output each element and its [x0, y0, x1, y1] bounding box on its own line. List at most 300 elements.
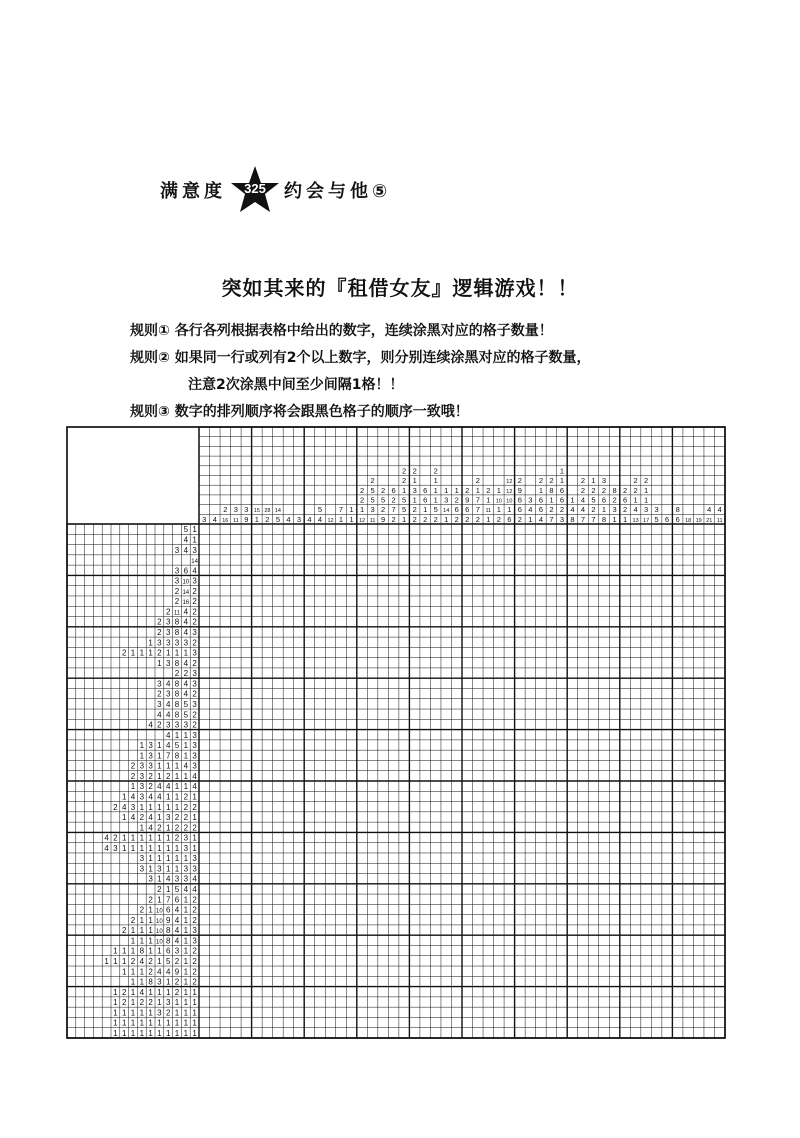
row-clue: 3 [183, 843, 189, 853]
row-clue: 1 [130, 782, 136, 792]
row-clue: 1 [148, 833, 153, 843]
row-clue: 1 [113, 956, 118, 966]
column-clue: 10 [506, 498, 513, 505]
row-clue: 1 [174, 864, 180, 874]
row-clue: 3 [148, 874, 153, 884]
row-clue: 4 [104, 843, 109, 853]
column-clue: 11 [232, 517, 239, 524]
row-clue: 3 [192, 648, 197, 658]
row-clue: 1 [148, 946, 153, 956]
column-clue: 12 [506, 479, 513, 486]
row-clue: 1 [139, 1008, 145, 1018]
row-clue: 1 [148, 638, 153, 648]
column-clue: 16 [222, 517, 229, 524]
row-clue: 3 [192, 699, 197, 709]
row-clue: 8 [174, 710, 180, 720]
row-clue: 2 [192, 977, 197, 987]
row-clue: 2 [148, 998, 153, 1008]
row-clue: 3 [148, 761, 153, 771]
row-clue: 1 [113, 987, 118, 997]
column-clue: 7 [591, 514, 596, 524]
column-clue: 6 [507, 514, 512, 524]
column-clue: 17 [643, 517, 650, 524]
row-clue: 1 [183, 895, 189, 905]
row-clue: 1 [148, 905, 153, 915]
row-clue: 2 [121, 926, 127, 936]
column-clue: 14 [274, 508, 281, 515]
row-clue: 1 [148, 1018, 153, 1028]
row-clue: 1 [157, 658, 162, 668]
row-clue: 4 [165, 710, 171, 720]
row-clue: 4 [148, 792, 153, 802]
row-clue: 1 [139, 915, 145, 925]
column-clue: 1 [549, 495, 554, 505]
row-clue: 8 [148, 977, 153, 987]
row-clue: 3 [174, 545, 180, 555]
puzzle-headline: 突如其来的『租借女友』逻辑游戏！！ [221, 276, 579, 300]
column-clue: 2 [591, 485, 596, 495]
column-clue: 2 [223, 505, 228, 515]
column-clue: 2 [517, 514, 522, 524]
row-clue: 1 [157, 998, 162, 1008]
row-clue: 3 [192, 936, 197, 946]
column-clue: 3 [412, 485, 417, 495]
row-clue: 3 [157, 638, 162, 648]
row-clue: 4 [130, 813, 136, 823]
row-clue: 1 [121, 843, 127, 853]
row-clue: 3 [183, 864, 189, 874]
column-clue: 2 [359, 495, 365, 505]
row-clue: 4 [183, 545, 189, 555]
row-clue: 2 [192, 802, 197, 812]
column-clue: 5 [591, 495, 596, 505]
column-clue: 3 [612, 505, 617, 515]
row-clue: 1 [121, 813, 127, 823]
row-clue: 4 [174, 926, 180, 936]
row-clue: 3 [174, 566, 180, 576]
row-clue: 8 [165, 926, 171, 936]
row-clue: 1 [183, 915, 189, 925]
column-clue: 2 [538, 476, 543, 486]
column-clue: 4 [307, 514, 312, 524]
row-clue: 1 [121, 956, 127, 966]
row-clue: 3 [130, 802, 136, 812]
row-clue: 8 [174, 751, 180, 761]
column-clue: 1 [486, 514, 491, 524]
row-clue: 1 [157, 751, 162, 761]
row-clue: 1 [165, 648, 171, 658]
row-clue: 3 [192, 669, 197, 679]
column-clue: 5 [370, 495, 375, 505]
column-clue: 1 [612, 514, 617, 524]
column-clue: 1 [591, 476, 596, 486]
column-clue: 6 [622, 495, 628, 505]
column-clue: 1 [528, 514, 533, 524]
row-clue: 1 [192, 998, 197, 1008]
row-clue: 1 [192, 792, 197, 802]
row-clue: 2 [192, 895, 197, 905]
column-clue: 1 [444, 514, 449, 524]
row-clue: 2 [174, 977, 180, 987]
row-clue: 5 [183, 699, 189, 709]
row-clue: 1 [165, 1028, 171, 1038]
row-clue: 2 [183, 669, 189, 679]
row-clue: 1 [183, 771, 189, 781]
row-clue: 4 [157, 782, 162, 792]
row-clue: 1 [174, 843, 180, 853]
row-clue: 1 [157, 956, 162, 966]
column-clue: 8 [570, 514, 575, 524]
row-clue: 1 [183, 977, 189, 987]
column-clue: 2 [486, 485, 491, 495]
column-clue: 2 [454, 495, 459, 505]
row-clue: 3 [183, 874, 189, 884]
row-clue: 1 [139, 802, 145, 812]
row-clue: 1 [157, 1018, 162, 1028]
row-clue: 1 [174, 730, 180, 740]
row-clue: 2 [174, 813, 180, 823]
column-clue: 6 [559, 485, 565, 495]
row-clue: 3 [192, 926, 197, 936]
row-clue: 5 [174, 885, 180, 895]
row-clue: 1 [183, 946, 189, 956]
row-clue: 1 [174, 1018, 180, 1028]
row-clue: 1 [192, 813, 197, 823]
row-clue: 2 [183, 813, 189, 823]
column-clue: 8 [601, 514, 607, 524]
row-clue: 1 [148, 987, 153, 997]
column-clue: 2 [433, 466, 438, 476]
row-clue: 2 [148, 771, 153, 781]
row-clue: 2 [192, 823, 197, 833]
column-clue: 1 [633, 495, 638, 505]
row-clue: 1 [192, 525, 197, 535]
column-clue: 1 [644, 485, 649, 495]
row-clue: 1 [165, 792, 171, 802]
column-clue: 8 [549, 485, 554, 495]
row-clue: 3 [192, 576, 197, 586]
row-clue: 1 [104, 956, 109, 966]
row-clue: 4 [165, 967, 171, 977]
row-clue: 4 [139, 956, 145, 966]
row-clue: 8 [174, 617, 180, 627]
row-clue: 5 [174, 741, 180, 751]
row-clue: 4 [183, 607, 189, 617]
row-clue: 5 [165, 956, 171, 966]
row-clue: 2 [192, 946, 197, 956]
column-clue: 11 [369, 517, 376, 524]
column-clue: 1 [559, 466, 565, 476]
row-clue: 2 [174, 956, 180, 966]
row-clue: 1 [130, 998, 136, 1008]
row-clue: 2 [192, 689, 197, 699]
row-clue: 1 [192, 1018, 197, 1028]
column-clue: 9 [381, 514, 386, 524]
row-clue: 3 [139, 761, 145, 771]
row-clue: 2 [130, 771, 136, 781]
rule-3: 规则③ 数字的排列顺序将会跟黑色格子的顺序一致哦！ [130, 404, 469, 420]
row-clue: 1 [183, 967, 189, 977]
column-clue: 2 [644, 476, 649, 486]
row-clue: 1 [165, 977, 171, 987]
row-clue: 1 [139, 741, 145, 751]
row-clue: 3 [148, 741, 153, 751]
row-clue: 1 [148, 1008, 153, 1018]
column-clue: 2 [591, 505, 596, 515]
column-clue: 9 [244, 514, 249, 524]
row-clue: 4 [165, 679, 171, 689]
column-clue: 4 [717, 505, 722, 515]
column-clue: 1 [507, 505, 512, 515]
column-clue: 2 [475, 476, 480, 486]
row-clue: 8 [174, 679, 180, 689]
column-clue: 6 [391, 485, 396, 495]
column-clue: 1 [359, 505, 365, 515]
column-clue: 6 [538, 505, 543, 515]
row-clue: 2 [174, 586, 180, 596]
row-clue: 2 [157, 628, 162, 638]
row-clue: 3 [192, 741, 197, 751]
column-clue: 6 [601, 495, 607, 505]
row-clue: 2 [174, 597, 180, 607]
row-clue: 2 [148, 782, 153, 792]
row-clue: 1 [192, 535, 197, 545]
row-clue: 4 [165, 730, 171, 740]
row-clue: 3 [192, 751, 197, 761]
column-clue: 4 [633, 505, 638, 515]
row-clue: 1 [113, 946, 118, 956]
row-clue: 3 [192, 730, 197, 740]
row-clue: 14 [191, 559, 198, 566]
row-clue: 1 [165, 802, 171, 812]
row-clue: 7 [165, 895, 171, 905]
row-clue: 4 [174, 905, 180, 915]
column-clue: 2 [465, 485, 470, 495]
row-clue: 2 [139, 905, 145, 915]
column-clue: 1 [423, 505, 428, 515]
row-clue: 1 [165, 854, 171, 864]
row-clue: 1 [157, 874, 162, 884]
row-clue: 1 [165, 987, 171, 997]
row-clue: 3 [148, 751, 153, 761]
row-clue: 2 [121, 998, 127, 1008]
row-clue: 1 [157, 987, 162, 997]
row-clue: 3 [139, 782, 145, 792]
column-clue: 8 [675, 505, 680, 515]
row-clue: 1 [192, 987, 197, 997]
column-clue: 4 [570, 505, 575, 515]
row-clue: 2 [130, 761, 136, 771]
star-number: 325 [244, 181, 266, 196]
row-clue: 10 [156, 918, 163, 925]
rule-2: 规则② 如果同一行或列有2个以上数字，则分别连续涂黑对应的格子数量， [130, 350, 591, 366]
column-clue: 1 [402, 485, 407, 495]
row-clue: 2 [174, 823, 180, 833]
row-clue: 2 [192, 638, 197, 648]
row-clue: 1 [174, 792, 180, 802]
row-clue: 3 [174, 576, 180, 586]
row-clue: 10 [182, 579, 190, 586]
row-clue: 3 [165, 628, 171, 638]
row-clue: 4 [157, 792, 162, 802]
column-clue: 6 [465, 505, 470, 515]
column-clue: 19 [695, 517, 702, 524]
column-clue: 6 [538, 495, 543, 505]
column-clue: 4 [580, 495, 586, 505]
column-clue: 2 [412, 466, 417, 476]
row-clue: 4 [130, 792, 136, 802]
row-clue: 5 [183, 525, 189, 535]
row-clue: 1 [130, 1008, 136, 1018]
row-clue: 2 [130, 956, 136, 966]
column-clue: 1 [496, 485, 501, 495]
row-clue: 4 [165, 782, 171, 792]
row-clue: 1 [174, 782, 180, 792]
column-clue: 4 [317, 514, 323, 524]
row-clue: 10 [156, 939, 163, 946]
row-clue: 1 [130, 1018, 136, 1028]
row-clue: 2 [192, 658, 197, 668]
row-clue: 1 [148, 843, 153, 853]
column-clue: 2 [454, 514, 459, 524]
row-clue: 2 [139, 998, 145, 1008]
row-clue: 2 [165, 607, 171, 617]
row-clue: 3 [139, 771, 145, 781]
row-clue: 1 [165, 843, 171, 853]
row-clue: 2 [192, 617, 197, 627]
row-clue: 3 [157, 864, 162, 874]
row-clue: 4 [183, 535, 189, 545]
row-clue: 4 [183, 679, 189, 689]
row-clue: 3 [192, 545, 197, 555]
column-clue: 2 [423, 514, 428, 524]
row-clue: 1 [192, 1008, 197, 1018]
row-clue: 1 [139, 1018, 145, 1028]
row-clue: 1 [130, 936, 136, 946]
column-clue: 3 [233, 505, 238, 515]
row-clue: 1 [130, 977, 136, 987]
column-clue: 1 [412, 476, 417, 486]
row-clue: 1 [174, 802, 180, 812]
column-clue: 2 [402, 476, 407, 486]
column-clue: 2 [496, 514, 501, 524]
column-clue: 10 [495, 498, 502, 505]
row-clue: 16 [182, 600, 190, 607]
row-clue: 1 [174, 1028, 180, 1038]
chapter-title: 约会与他⑤ [284, 181, 392, 202]
row-clue: 2 [174, 987, 180, 997]
row-clue: 3 [165, 689, 171, 699]
column-clue: 1 [402, 514, 407, 524]
row-clue: 4 [148, 813, 153, 823]
row-clue: 3 [174, 720, 180, 730]
row-clue: 3 [113, 843, 118, 853]
column-clue: 2 [612, 495, 617, 505]
row-clue: 2 [165, 771, 171, 781]
row-clue: 2 [174, 669, 180, 679]
row-clue: 2 [148, 967, 153, 977]
row-clue: 1 [121, 833, 127, 843]
row-clue: 4 [192, 566, 197, 576]
row-clue: 4 [183, 658, 189, 668]
column-clue: 14 [443, 508, 450, 515]
column-clue: 1 [349, 505, 354, 515]
row-clue: 1 [130, 648, 136, 658]
column-clue: 9 [465, 495, 470, 505]
column-clue: 1 [444, 485, 449, 495]
row-clue: 1 [157, 741, 162, 751]
row-clue: 4 [165, 874, 171, 884]
row-clue: 14 [182, 589, 190, 596]
row-clue: 1 [148, 926, 153, 936]
row-clue: 4 [183, 617, 189, 627]
row-clue: 1 [183, 998, 189, 1008]
column-clue: 1 [559, 476, 565, 486]
column-clue: 3 [244, 505, 249, 515]
row-clue: 4 [192, 874, 197, 884]
row-clue: 2 [192, 586, 197, 596]
row-clue: 1 [174, 761, 180, 771]
row-clue: 1 [183, 854, 189, 864]
column-clue: 3 [528, 495, 533, 505]
column-clue: 2 [549, 476, 554, 486]
row-clue: 2 [192, 915, 197, 925]
row-clue: 4 [148, 720, 153, 730]
row-clue: 11 [173, 610, 181, 617]
row-clue: 1 [148, 648, 153, 658]
column-clue: 2 [381, 505, 386, 515]
column-clue: 6 [675, 514, 680, 524]
clue-corner [67, 427, 199, 524]
row-clue: 1 [165, 864, 171, 874]
row-clue: 1 [121, 1028, 127, 1038]
column-clue: 5 [381, 495, 386, 505]
row-clue: 3 [139, 792, 145, 802]
row-clue: 1 [157, 854, 162, 864]
rule-1: 规则① 各行各列根据表格中给出的数字，连续涂黑对应的格子数量！ [130, 323, 553, 339]
column-clue: 4 [212, 514, 217, 524]
column-clue: 1 [475, 485, 480, 495]
row-clue: 3 [157, 699, 162, 709]
row-clue: 1 [148, 854, 153, 864]
column-clue: 2 [549, 505, 554, 515]
row-clue: 6 [165, 905, 171, 915]
row-clue: 2 [157, 823, 162, 833]
row-clue: 3 [183, 833, 189, 843]
row-clue: 4 [192, 782, 197, 792]
column-clue: 5 [402, 495, 407, 505]
row-clue: 1 [113, 1018, 118, 1028]
row-clue: 1 [139, 967, 145, 977]
row-clue: 1 [174, 998, 180, 1008]
row-clue: 1 [130, 946, 136, 956]
row-clue: 1 [157, 771, 162, 781]
row-clue: 1 [121, 946, 127, 956]
row-clue: 2 [121, 648, 127, 658]
row-clue: 2 [157, 648, 162, 658]
row-clue: 1 [157, 802, 162, 812]
row-clue: 4 [165, 741, 171, 751]
column-clue: 2 [580, 485, 586, 495]
column-clue: 7 [475, 505, 480, 515]
column-clue: 2 [359, 485, 365, 495]
column-clue: 1 [338, 514, 344, 524]
row-clue: 4 [183, 689, 189, 699]
column-clue: 6 [454, 505, 459, 515]
row-clue: 1 [183, 1008, 189, 1018]
row-clue: 2 [192, 607, 197, 617]
row-clue: 3 [183, 638, 189, 648]
